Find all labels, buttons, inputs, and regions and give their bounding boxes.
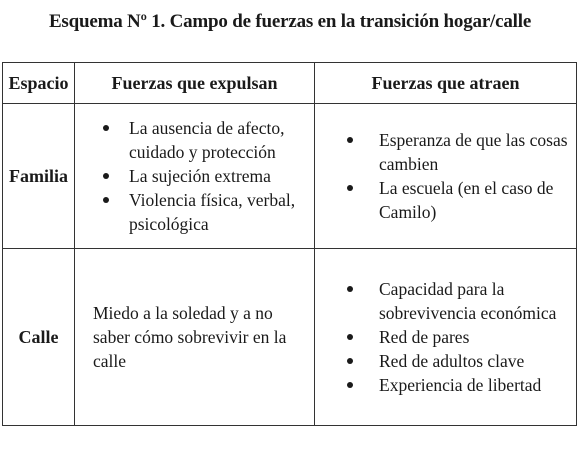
list-item: Red de pares xyxy=(315,325,576,349)
attract-calle-cell xyxy=(315,249,577,426)
list-item: Esperanza de que las cosas cambien xyxy=(315,128,576,176)
header-space: Espacio xyxy=(3,63,75,104)
list-item: La sujeción extrema xyxy=(75,164,314,188)
expel-familia-list xyxy=(75,116,314,236)
header-expel: Fuerzas que expulsan xyxy=(75,63,315,104)
document-title: Esquema Nº 1. Campo de fuerzas en la transición hogar/calle xyxy=(48,11,532,32)
list-item: Red de adultos clave xyxy=(315,349,576,373)
list-item: Capacidad para la sobrevivencia económica xyxy=(315,277,576,325)
table-row-calle xyxy=(3,249,577,426)
space-familia: Familia xyxy=(3,104,75,249)
expel-calle-text: Miedo a la soledad y a no saber cómo sobrevivir en la calle xyxy=(93,303,287,371)
table-row-familia xyxy=(3,104,577,249)
space-calle: Calle xyxy=(3,249,75,426)
table-header-row xyxy=(3,63,577,104)
header-attract: Fuerzas que atraen xyxy=(315,63,577,104)
attract-calle-list xyxy=(315,277,576,397)
list-item: Violencia física, verbal, psicológica xyxy=(75,188,314,236)
attract-familia-list xyxy=(315,128,576,224)
forces-table xyxy=(2,62,577,426)
list-item: Experiencia de libertad xyxy=(315,373,576,397)
list-item: La escuela (en el caso de Camilo) xyxy=(315,176,576,224)
expel-calle-cell xyxy=(75,249,315,426)
expel-familia-cell xyxy=(75,104,315,249)
attract-familia-cell xyxy=(315,104,577,249)
list-item: La ausencia de afecto, cuidado y protección xyxy=(75,116,314,164)
